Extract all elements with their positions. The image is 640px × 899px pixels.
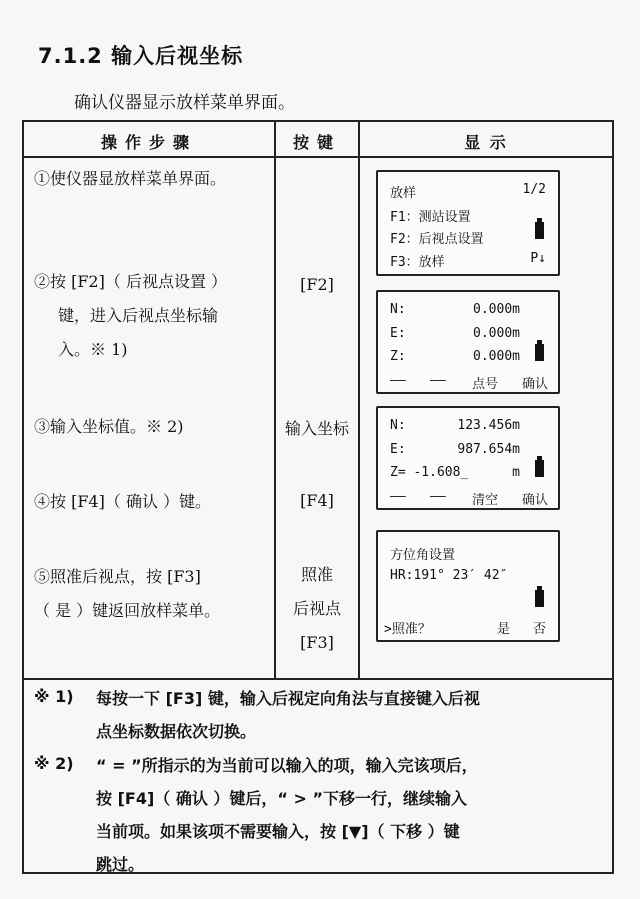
key-label: 后视点 — [292, 599, 341, 618]
value-z-unit: m — [512, 465, 520, 480]
value-e: 987.654m — [457, 442, 520, 457]
softkey-2: —— — [430, 373, 446, 388]
step-1 — [34, 162, 226, 196]
value-n: 0.000m — [473, 302, 520, 317]
note-line: 按 [F4]（ 确认 ）键后，“ > ”下移一行，继续输入 — [96, 789, 467, 808]
screen-azimuth-setting — [376, 530, 560, 642]
label-z-input: Z= -1.608_ — [390, 465, 469, 480]
notes-divider — [24, 678, 612, 680]
step-line: 键，进入后视点坐标输 — [58, 306, 219, 325]
key-label: 照准 — [300, 565, 333, 584]
page-down-indicator: P↓ — [530, 251, 546, 266]
note-line: 每按一下 [F3] 键，输入后视定向角法与直接键入后视 — [96, 689, 480, 708]
battery-icon — [535, 344, 544, 361]
menu-f1: F1：测站设置 — [390, 210, 471, 225]
step-4 — [34, 485, 211, 519]
softkey-2: —— — [430, 489, 446, 504]
note-line: 当前项。如果该项不需要输入，按 [▼]（ 下移 ）键 — [96, 822, 460, 841]
step-line: ⑤照准后视点，按 [F3] — [34, 567, 201, 586]
softkey-1: —— — [390, 373, 406, 388]
softkey-yes: 是 — [496, 622, 510, 637]
label-z: Z: — [390, 349, 406, 364]
step-2 — [34, 265, 227, 367]
step-5 — [34, 560, 220, 628]
value-z: 0.000m — [473, 349, 520, 364]
softkey-4: 确认 — [521, 493, 548, 508]
page-indicator: 1/2 — [522, 182, 546, 197]
column-divider — [358, 122, 360, 678]
section-title: 7.1.2 输入后视坐标 — [38, 44, 244, 68]
label-n: N: — [390, 418, 406, 433]
step-line: ①使仪器显放样菜单界面。 — [34, 169, 227, 188]
note-1 — [96, 682, 480, 748]
procedure-table — [22, 120, 614, 874]
value-e: 0.000m — [473, 326, 520, 341]
intro-text: 确认仪器显示放样菜单界面。 — [74, 93, 295, 113]
softkey-3: 点号 — [472, 377, 499, 392]
menu-f3: F3：放样 — [390, 255, 445, 270]
header-display: 显 示 — [464, 133, 508, 152]
header-steps: 操作步骤 — [100, 133, 197, 152]
key-label: [F4] — [300, 491, 334, 510]
step-line: 入。※ 1) — [58, 340, 128, 359]
label-e: E: — [390, 326, 406, 341]
step-line: （ 是 ）键返回放样菜单。 — [34, 601, 221, 620]
note-2 — [96, 749, 478, 881]
softkey-3: 清空 — [472, 493, 499, 508]
screen-backsight-coords-empty — [376, 290, 560, 394]
header-keys: 按键 — [292, 133, 341, 152]
step-line: ④按 [F4]（ 确认 ）键。 — [34, 492, 212, 511]
softkey-1: —— — [390, 489, 406, 504]
screen-title: 方位角设置 — [390, 548, 456, 563]
label-n: N: — [390, 302, 406, 317]
note-line: 跳过。 — [96, 855, 145, 874]
softkey-no: 否 — [532, 622, 546, 637]
note-2-mark: ※ 2) — [34, 754, 74, 773]
battery-icon — [535, 222, 544, 239]
battery-icon — [535, 460, 544, 477]
label-e: E: — [390, 442, 406, 457]
step-line: ③输入坐标值。※ 2) — [34, 417, 184, 436]
key-label: [F3] — [300, 633, 334, 652]
key-f4 — [276, 484, 358, 518]
sight-prompt: >照准？ — [384, 622, 431, 637]
step-3 — [34, 410, 184, 444]
battery-icon — [535, 590, 544, 607]
hr-angle: HR:191° 23′ 42″ — [390, 568, 508, 583]
note-line: “ = ”所指示的为当前可以输入的项，输入完该项后， — [96, 756, 478, 775]
key-f2 — [276, 268, 358, 302]
key-label: 输入坐标 — [284, 419, 349, 438]
key-input-coords — [276, 412, 358, 446]
screen-title: 放样 — [390, 186, 417, 201]
note-line: 点坐标数据依次切换。 — [96, 722, 257, 741]
softkey-4: 确认 — [521, 377, 548, 392]
menu-f2: F2：后视点设置 — [390, 232, 484, 247]
screen-stakeout-menu — [376, 170, 560, 276]
note-1-mark: ※ 1) — [34, 687, 74, 706]
screen-backsight-coords-entered — [376, 406, 560, 510]
key-sight-backsight — [276, 558, 358, 660]
header-divider — [24, 156, 612, 158]
key-label: [F2] — [300, 275, 334, 294]
value-n: 123.456m — [457, 418, 520, 433]
step-line: ②按 [F2]（ 后视点设置 ） — [34, 272, 228, 291]
